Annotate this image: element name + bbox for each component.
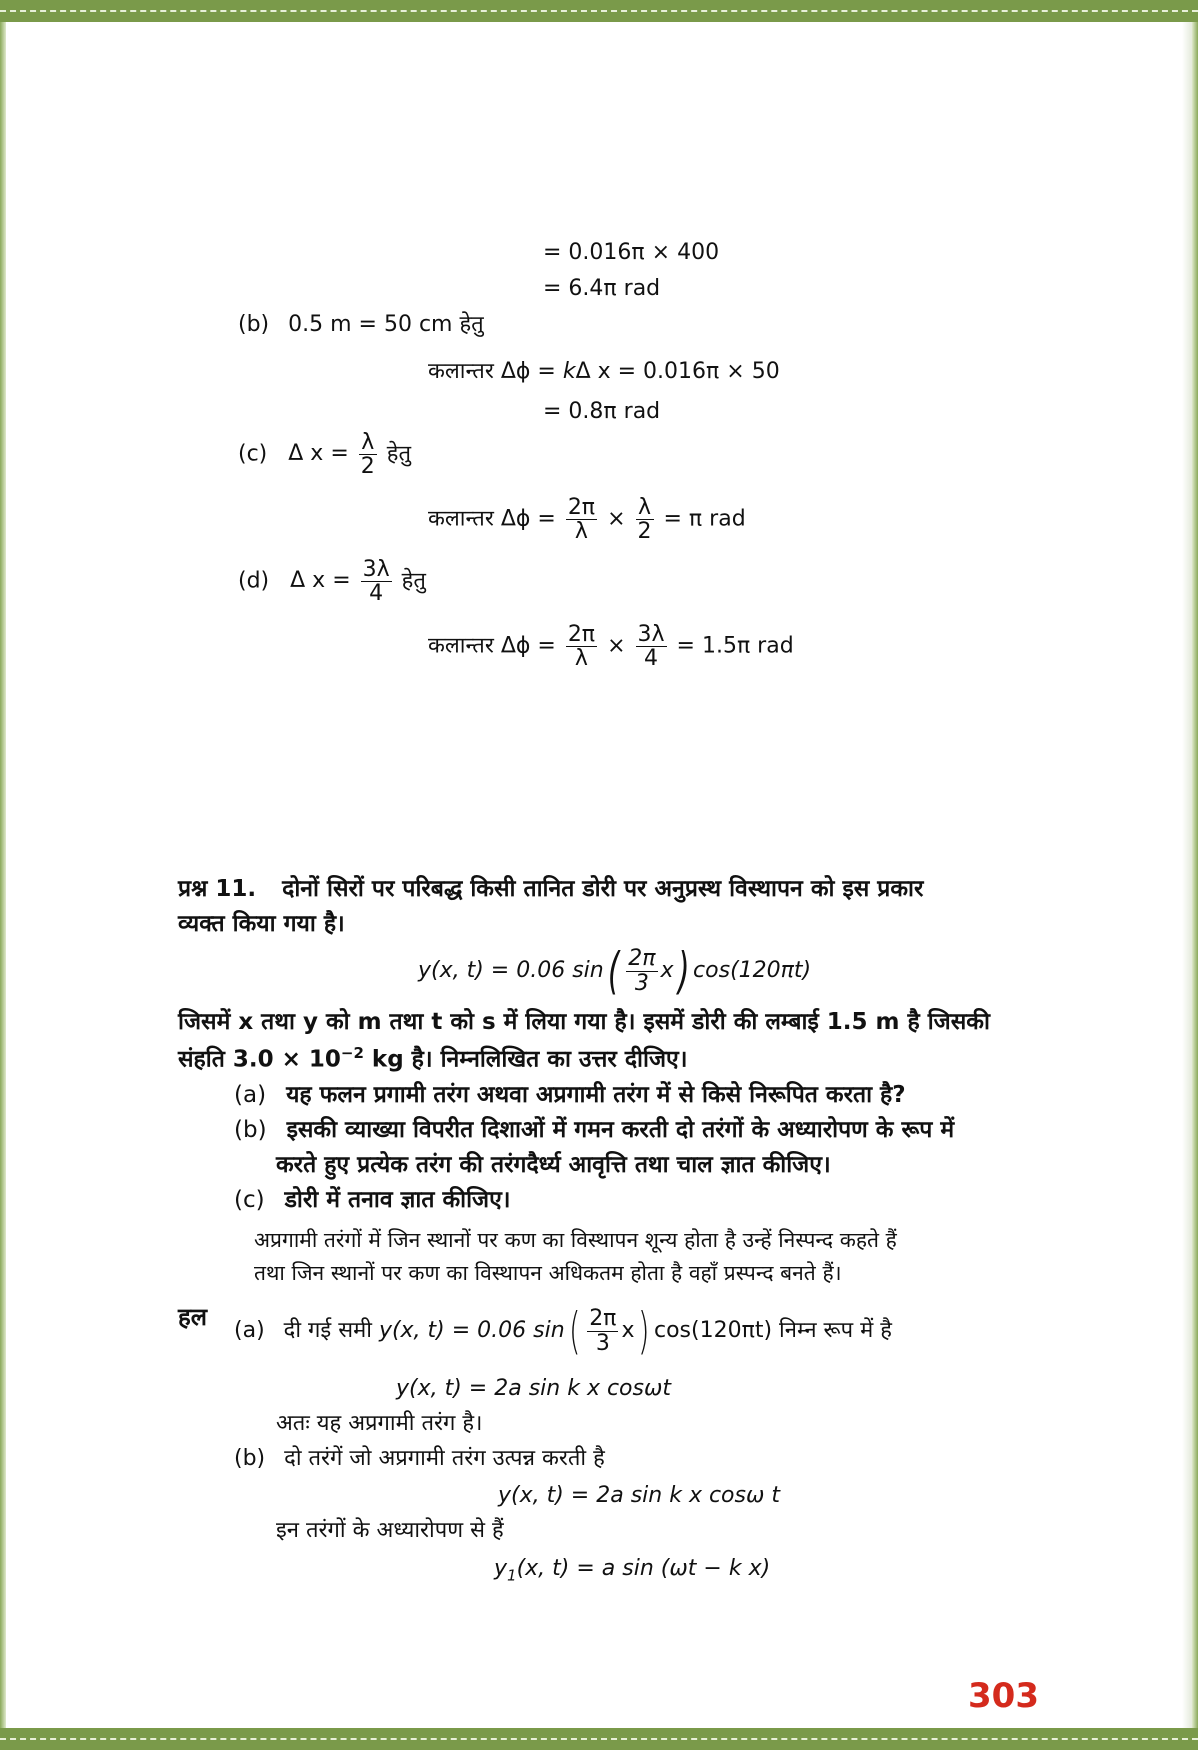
page-edge-shade xyxy=(1182,22,1192,1728)
solution-label: हल xyxy=(178,1303,208,1331)
note-line-2: तथा जिन स्थानों पर कण का विस्थापन अधिकतम होता है वहाँ प्रस्पन्द बनते हैं। xyxy=(254,1261,842,1285)
standing-wave-form-b: y(x, t) = 2a sin k x cosω t xyxy=(498,1483,781,1508)
hetu: हेतु xyxy=(401,568,426,594)
part-label: (a) xyxy=(234,1082,267,1108)
eq-line-2: = 6.4π rad xyxy=(543,276,661,301)
note-line-1: अप्रगामी तरंगों में जिन स्थानों पर कण का विस्थापन शून्य होता है उन्हें निस्पन्द कहते हैं xyxy=(254,1228,897,1252)
part-label: (b) xyxy=(234,1446,266,1471)
k-symbol: k xyxy=(562,359,576,384)
left-paren: ( xyxy=(568,1302,581,1360)
denominator: 3 xyxy=(634,970,649,996)
denominator: 2 xyxy=(360,454,375,480)
eq-line-1: = 0.016π × 400 xyxy=(543,240,720,265)
part-text: दो तरंगें जो अप्रगामी तरंग उत्पन्न करती है xyxy=(284,1446,605,1471)
eq-rhs: cos(120πt) xyxy=(693,957,812,983)
phase-label: कलान्तर Δϕ = xyxy=(428,359,556,384)
fraction xyxy=(359,431,377,478)
standing-wave-form: y(x, t) = 2a sin k x cosωt xyxy=(396,1376,672,1401)
eq-lhs: y(x, t) = 0.06 sin xyxy=(378,1317,565,1343)
part-d-label: (d) xyxy=(238,568,270,594)
numerator: λ xyxy=(359,431,377,455)
part-c-line xyxy=(238,431,411,478)
numerator: 2π xyxy=(567,495,596,520)
part-b-line xyxy=(238,312,484,338)
question-para-2 xyxy=(178,1044,687,1074)
question-equation xyxy=(418,942,812,1000)
wave-y1 xyxy=(494,1556,770,1584)
part-c-label: (c) xyxy=(238,441,268,467)
fraction xyxy=(626,947,657,994)
part-text: दी गई समी xyxy=(283,1317,372,1343)
question-part-a xyxy=(234,1082,906,1110)
fraction xyxy=(566,496,597,543)
numerator: 2π xyxy=(589,1306,617,1332)
part-text: डोरी में तनाव ज्ञात कीजिए। xyxy=(284,1187,511,1213)
right-paren: ) xyxy=(677,942,690,1000)
question-part-b-cont: करते हुए प्रत्येक तरंग की तरंगदैर्ध्य आवृत्ति तथा चाल ज्ञात कीजिए। xyxy=(276,1152,831,1178)
denominator: 3 xyxy=(595,1330,610,1356)
denominator: λ xyxy=(574,646,588,672)
question-text-2: व्यक्त किया गया है। xyxy=(178,911,345,937)
denominator: 4 xyxy=(369,581,384,607)
para-text-b: kg है। निम्नलिखित का उत्तर दीजिए। xyxy=(363,1046,688,1073)
part-label: (c) xyxy=(234,1187,265,1213)
phase-rhs: Δ x = 0.016π × 50 xyxy=(575,359,780,384)
fraction xyxy=(636,496,654,543)
fraction xyxy=(566,623,597,670)
part-label: (a) xyxy=(234,1317,265,1343)
denominator: 2 xyxy=(637,519,652,545)
para-text-a: संहति 3.0 × 10 xyxy=(178,1046,341,1073)
page-number: 303 xyxy=(968,1676,1039,1716)
y-symbol: y xyxy=(494,1556,508,1581)
part-b-text: 0.5 m = 50 cm हेतु xyxy=(288,312,484,337)
question-text-1: दोनों सिरों पर परिबद्ध किसी तानित डोरी पर अनुप्रस्थ विस्थापन को इस प्रकार xyxy=(282,876,924,902)
solution-part-a xyxy=(234,1302,892,1360)
exponent: −2 xyxy=(340,1044,364,1062)
subscript: 1 xyxy=(507,1566,517,1585)
result: = π rad xyxy=(663,506,746,532)
denominator: 4 xyxy=(644,646,659,672)
numerator: 2π xyxy=(628,946,656,972)
left-paren: ( xyxy=(607,942,620,1000)
numerator: 3λ xyxy=(362,557,390,582)
delta-x: Δ x = xyxy=(288,441,349,467)
part-tail: निम्न रूप में है xyxy=(779,1317,892,1343)
conclusion-a: अतः यह अप्रगामी तरंग है। xyxy=(276,1411,483,1436)
question-11-line-1 xyxy=(178,876,923,904)
question-para-1: जिसमें x तथा y को m तथा t को s में लिया गया है। इसमें डोरी की लम्बाई 1.5 m है जिसकी xyxy=(178,1009,990,1035)
part-label: (b) xyxy=(234,1117,267,1143)
part-b-phase xyxy=(428,359,780,385)
hetu: हेतु xyxy=(386,441,411,467)
eq-x: x xyxy=(621,1317,635,1343)
numerator: 3λ xyxy=(637,622,665,647)
page-border-bottom xyxy=(0,1728,1198,1750)
delta-x: Δ x = xyxy=(290,568,351,594)
part-c-phase xyxy=(428,496,746,543)
part-text: इसकी व्याख्या विपरीत दिशाओं में गमन करती दो तरंगों के अध्यारोपण के रूप में xyxy=(286,1117,955,1143)
part-d-line xyxy=(238,558,426,605)
eq-lhs: y(x, t) = 0.06 sin xyxy=(418,957,604,983)
numerator: 2π xyxy=(567,622,596,647)
part-b-label: (b) xyxy=(238,312,270,337)
phase-label: कलान्तर Δϕ = xyxy=(428,633,556,659)
page-border-left xyxy=(0,22,6,1728)
part-d-phase xyxy=(428,623,794,670)
numerator: λ xyxy=(636,496,654,520)
part-text: यह फलन प्रगामी तरंग अथवा अप्रगामी तरंग में से किसे निरूपित करता है? xyxy=(286,1082,906,1108)
fraction xyxy=(636,623,667,670)
eq-rhs: cos(120πt) xyxy=(653,1317,773,1343)
result: = 1.5π rad xyxy=(676,633,794,659)
denominator: λ xyxy=(574,519,588,545)
phase-label: कलान्तर Δϕ = xyxy=(428,506,556,532)
fraction xyxy=(361,558,392,605)
question-label: प्रश्न 11. xyxy=(178,876,257,902)
page-border-top xyxy=(0,0,1198,22)
eq-x: x xyxy=(660,957,674,983)
question-part-c xyxy=(234,1187,511,1215)
times-sign: × xyxy=(607,506,626,532)
part-b-result: = 0.8π rad xyxy=(543,399,661,424)
times-sign: × xyxy=(607,633,626,659)
right-paren: ) xyxy=(638,1302,651,1360)
page-border-right xyxy=(1192,22,1198,1728)
solution-part-b xyxy=(234,1446,605,1472)
fraction xyxy=(587,1307,618,1354)
question-part-b xyxy=(234,1117,954,1145)
superposition-text: इन तरंगों के अध्यारोपण से हैं xyxy=(276,1518,504,1543)
y1-rhs: (x, t) = a sin (ωt − k x) xyxy=(516,1556,771,1581)
